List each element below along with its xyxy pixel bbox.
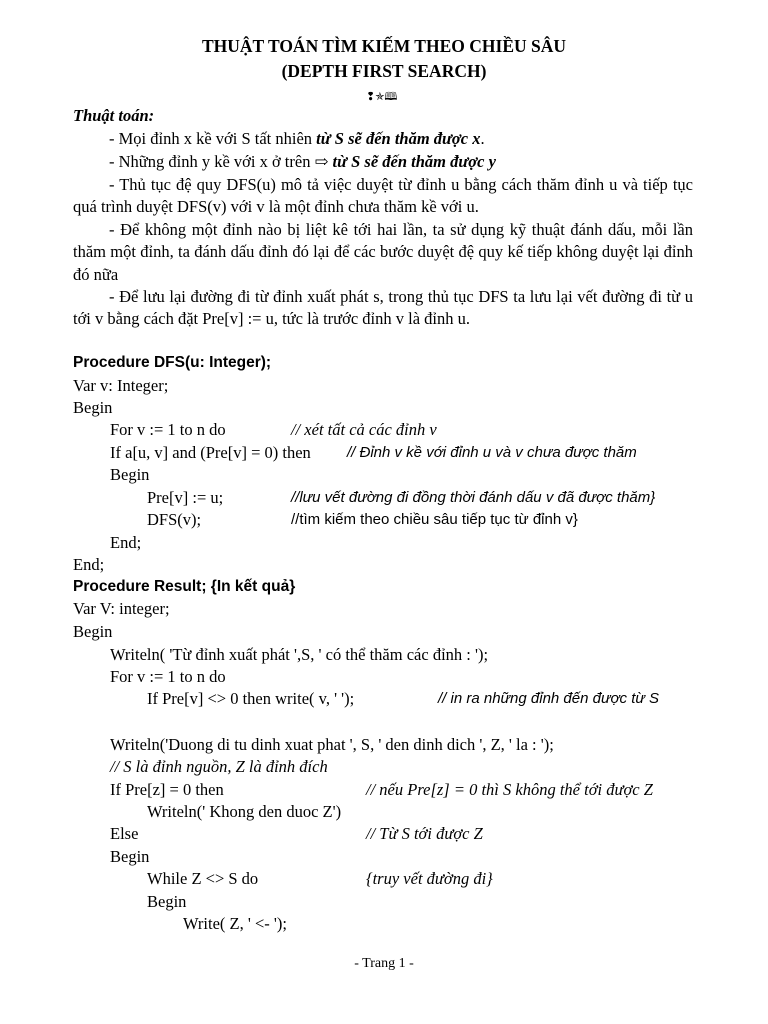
dfs-begin: Begin: [73, 398, 113, 417]
bullet-1: [109, 129, 485, 149]
result-else-comment: // Từ S tới được Z: [366, 824, 483, 843]
result-if-comment: // in ra những đỉnh đến được từ S: [438, 690, 660, 707]
result-else: Else: [110, 824, 139, 843]
bullet-1-end: .: [480, 129, 485, 148]
ornament-icon: ❢✯🕮: [366, 91, 398, 103]
dfs-call-comment: //tìm kiếm theo chiều sâu tiếp tục từ đỉnh v}: [291, 511, 578, 528]
result-ifz-comment: // nếu Pre[z] = 0 thì S không thể tới được Z: [366, 780, 653, 799]
dfs-for-line: For v := 1 to n do: [110, 420, 226, 439]
bullet-1-emphasis: từ S sẽ đến thăm được x: [316, 129, 481, 148]
bullet-2: [109, 152, 496, 172]
page-footer: - Trang 1 -: [354, 956, 414, 971]
algorithm-heading: Thuật toán:: [73, 106, 155, 125]
result-source-target-comment: // S là đỉnh nguồn, Z là đỉnh đích: [110, 757, 328, 776]
dfs-inner-end: End;: [110, 533, 142, 552]
result-for-line: For v := 1 to n do: [110, 667, 226, 686]
result-writeln-start: Writeln( 'Từ đỉnh xuất phát ',S, ' có thể thăm các đỉnh : ');: [110, 645, 489, 664]
dfs-if-comment: // Đỉnh v kề với đỉnh u và v chưa được thăm: [347, 444, 637, 461]
result-var-line: Var V: integer;: [73, 599, 170, 618]
document-title-line1: THUẬT TOÁN TÌM KIẾM THEO CHIỀU SÂU: [201, 36, 567, 56]
paragraph-path-trace: - Để lưu lại đường đi từ đỉnh xuất phát s, trong thủ tục DFS ta lưu lại vết đường đi từ u tới v bằng cách đặt Pre[v] := u, tức là trước đỉnh v là đỉnh u.: [73, 287, 693, 329]
result-write-line: Write( Z, ' <- ');: [183, 914, 287, 933]
result-while-comment: {truy vết đường đi}: [366, 869, 493, 888]
bullet-2-text: - Những đỉnh y kề với x ở trên: [109, 152, 315, 171]
dfs-for-comment: // xét tất cả các đỉnh v: [291, 420, 437, 439]
bullet-2-emphasis: từ S sẽ đến thăm được y: [328, 152, 496, 171]
dfs-procedure-header: Procedure DFS(u: Integer);: [73, 354, 272, 371]
dfs-if-line: If a[u, v] and (Pre[v] = 0) then: [110, 443, 311, 462]
dfs-inner-begin: Begin: [110, 465, 150, 484]
dfs-pre-comment: //lưu vết đường đi đồng thời đánh dấu v đã được thăm}: [291, 489, 656, 506]
document-title-line2: (DEPTH FIRST SEARCH): [281, 61, 487, 81]
result-while-begin: Begin: [147, 892, 187, 911]
result-writeln-unreachable: Writeln(' Khong den duoc Z'): [147, 802, 342, 821]
paragraph-dfs-description: - Thủ tục đệ quy DFS(u) mô tả việc duyệt từ đỉnh u bằng cách thăm đỉnh u và tiếp tục quá trình duyệt DFS(v) với v là một đỉnh chưa thăm kề với u.: [73, 175, 693, 217]
bullet-1-text: - Mọi đỉnh x kề với S tất nhiên: [109, 129, 317, 148]
dfs-pre-assign: Pre[v] := u;: [147, 488, 224, 507]
dfs-recursive-call: DFS(v);: [147, 510, 202, 529]
paragraph-marking: - Để không một đỉnh nào bị liệt kê tới hai lần, ta sử dụng kỹ thuật đánh dấu, mỗi lần thăm một đỉnh, ta đánh dấu đỉnh đó lại để các bước duyệt đệ quy kế tiếp không duyệt lại đỉnh đó nữa: [73, 220, 693, 284]
result-inner-begin: Begin: [110, 847, 150, 866]
arrow-right-icon: ⇨: [314, 152, 329, 171]
dfs-end: End;: [73, 555, 105, 574]
result-ifz-line: If Pre[z] = 0 then: [110, 780, 224, 799]
result-writeln-path: Writeln('Duong di tu dinh xuat phat ', S, ' den dinh dich ', Z, ' la : ');: [110, 735, 554, 754]
result-procedure-header: Procedure Result; {In kết quả}: [73, 578, 296, 595]
result-if-line: If Pre[v] <> 0 then write( v, ' ');: [147, 689, 355, 708]
result-begin: Begin: [73, 622, 113, 641]
result-while-line: While Z <> S do: [147, 869, 259, 888]
dfs-var-line: Var v: Integer;: [73, 376, 169, 395]
